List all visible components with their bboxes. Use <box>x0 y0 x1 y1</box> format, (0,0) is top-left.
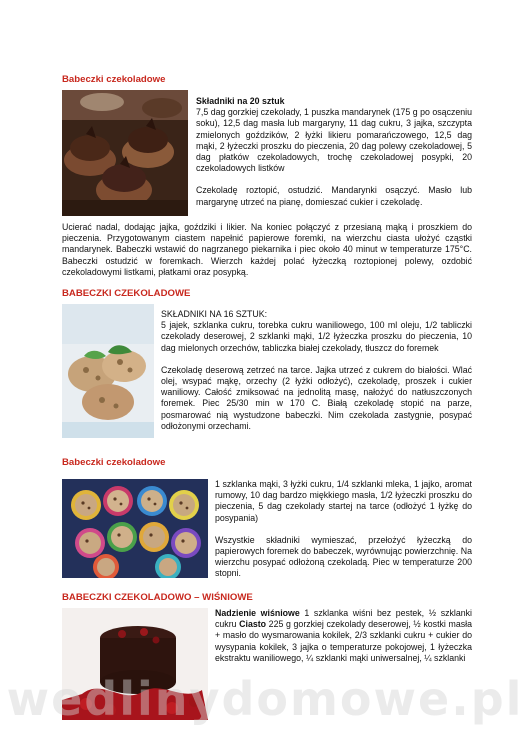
dough-text: 225 g gorzkiej czekolady deserowej, ½ kostki masła + masło do wysmarowania kokilek, 2/3 szklanki cukru + cukier do wysypania kokilek, 3 jajka o temperaturze pokojowej, 1 łyżeczka ekstraktu waniliowego, ¼ szklanki mąki uniwersalnej, ¼ szklanki <box>215 619 472 663</box>
method-text-continued: Ucierać nadal, dodając jajka, goździki i likier. Na koniec połączyć z przesianą mąką i proszkiem do pieczenia. Przygotowanym ciastem napełnić papierowe foremki, na wierzchu ciasta ułożyć cząstki mandarynek. Babeczki wstawić do nagrzanego piekarnika i piec około 40 minut w temperaturze 175°C. Babeczki ostudzić w foremkach. Wierzch każdej polać łyżeczką roztopionej polewy, ozdobić czekoladowymi listkami, płatkami oraz posypką. <box>62 222 472 277</box>
nut-cupcakes-photo <box>62 304 154 438</box>
recipe-title: BABECZKI CZEKOLADOWO – WIŚNIOWE <box>62 592 253 603</box>
method-text: Czekoladę deserową zetrzeć na tarce. Jajka utrzeć z cukrem do białości. Wlać olej, wsypać mąkę, orzechy (2 łyżki odłożyć), czekoladę, proszek i cukier waniliowy. Całość zmiksować na jednolitą masę, nałożyć do natłuszczonych foremek. Piec 25/30 min w 170 C. Białą czekoladę stopić na parze, posmarować nią wystudzone babeczki. Nim czekolada zastygnie, posypać odłożonymi orzechami. <box>161 364 472 431</box>
recipe-4 <box>62 592 472 663</box>
ingredients-list: 1 szklanka mąki, 3 łyżki cukru, 1/4 szklanki mleka, 1 jajko, aromat rumowy, 10 dag bardzo miękkiego masła, 1/2 łyżeczki proszku do pieczenia, 5 dag czekolady startej na tarce (odłożyć 1 łyżkę do posypania) <box>215 479 472 523</box>
filling-label: Nadzienie wiśniowe <box>215 608 300 618</box>
dough-label: Ciasto <box>239 619 267 630</box>
recipe-title: Babeczki czekoladowe <box>62 457 166 468</box>
ingredients-list: 7,5 dag gorzkiej czekolady, 1 puszka mandarynek (175 g po osączeniu soku), 12,5 dag masła lub margaryny, 11 dag cukru, 3 jajka, szczypta zmielonych goździków, 2 łyżki likieru pomarańczowego, 12,5 dag mąki, 2 łyżeczki proszku do pieczenia, 20 dag polewy czekoladowej, 5 dag płatków czekoladowych, trochę czekoladowej posypki, 20 czekoladowych listków <box>196 107 472 174</box>
cherry-chocolate-cake-photo <box>62 608 208 720</box>
recipe-3 <box>62 457 472 579</box>
site-watermark: wedlinydomowe.pl <box>6 672 524 726</box>
recipe-text <box>161 309 472 432</box>
muffin-tray-photo <box>62 479 208 578</box>
ingredients-heading: SKŁADNIKI NA 16 SZTUK: <box>161 309 268 319</box>
method-text: Wszystkie składniki wymieszać, przełożyć łyżeczką do papierowych foremek do babeczek, wyrównując powierzchnię. Na wierzchu posypać odłożoną czekoladą. Piec w temperaturze 200 stopni. <box>215 534 472 579</box>
recipe-1 <box>62 74 472 277</box>
chocolate-cupcakes-photo <box>62 90 188 216</box>
ingredients-heading: Składniki na 20 sztuk <box>196 96 285 106</box>
method-text: Czekoladę roztopić, ostudzić. Mandarynki osączyć. Masło lub margarynę utrzeć na pianę, domieszać cukier i czekoladę. <box>196 185 472 207</box>
recipe-text <box>215 479 472 580</box>
recipe-2 <box>62 288 472 431</box>
recipe-title: BABECZKI CZEKOLADOWE <box>62 288 191 299</box>
recipe-title: Babeczki czekoladowe <box>62 74 166 85</box>
recipe-text-side <box>196 96 472 208</box>
ingredients-list: 5 jajek, szklanka cukru, torebka cukru waniliowego, 100 ml oleju, 1/2 tabliczki czekolady deserowej, 2 szklanki mąki, 1/2 łyżeczka proszku do pieczenia, 10 dag mielonych orzechów, tabliczka białej czekolady, tłuszcz do foremek <box>161 320 472 353</box>
filling-text: 1 szklanka wiśni bez pestek, ½ szklanki cukru <box>215 608 472 630</box>
recipe-text <box>215 608 472 664</box>
